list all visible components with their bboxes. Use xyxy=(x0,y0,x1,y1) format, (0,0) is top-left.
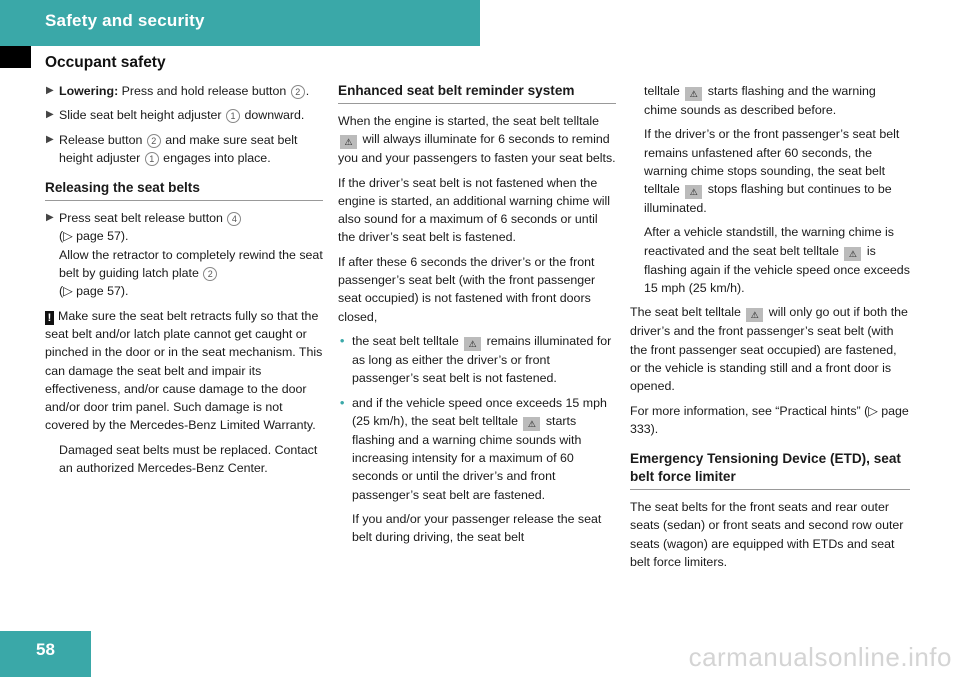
seat-belt-telltale-icon: ⚠ xyxy=(685,87,702,101)
callout-number: 1 xyxy=(226,109,240,123)
paragraph: If after these 6 seconds the driver’s or the front passenger’s seat belt (with the front passenger seat occupied) is not fastened with front doors closed, xyxy=(338,254,596,324)
callout-number: 2 xyxy=(203,267,217,281)
heading-releasing-seat-belts: Releasing the seat belts xyxy=(45,179,323,201)
callout-number: 2 xyxy=(291,85,305,99)
paragraph: The seat belts for the front seats and rear outer seats (sedan) or front seats and second row outer seats (wagon) are equipped with ETDs and seat belt force limiters. xyxy=(630,500,904,570)
step-lowering: ▶ Lowering: Press and hold release button 2 . xyxy=(45,82,323,100)
bullet-item: • the seat belt telltale ⚠ remains illuminated for as long as either the driver’s or front passenger’s seat belt is not fastened. xyxy=(340,333,612,386)
paragraph: For more information, see “Practical hints” (▷ page 333). xyxy=(630,403,909,436)
step-press-release: ▶ Press seat belt release button 4 (▷ page 57). Allow the retractor to completely rewind the seat belt by guiding latch plate 2 (▷ page 57). xyxy=(46,211,323,299)
exclamation-icon: ! xyxy=(45,311,54,325)
seat-belt-telltale-icon: ⚠ xyxy=(685,185,702,199)
section-marker xyxy=(0,46,31,68)
triangle-arrow-icon: ▶ xyxy=(46,85,54,96)
triangle-arrow-icon: ▶ xyxy=(46,133,54,145)
callout-number: 2 xyxy=(147,134,161,148)
paragraph: If the driver’s or the front passenger’s seat belt remains unfastened after 60 seconds, the warning chime stops sounding, the seat belt telltale ⚠ stops flashing but continues to be illuminated. xyxy=(644,127,900,216)
watermark: carmanualsonline.info xyxy=(688,642,952,672)
bullet-item: • and if the vehicle speed once exceeds 15 mph (25 km/h), the seat belt telltale ⚠ starts flashing and a warning chime sounds with increasing intensity for a maximum of 60 seconds or until the driver’s and front passenger’s seat belt are fastened. xyxy=(340,395,607,502)
seat-belt-telltale-icon: ⚠ xyxy=(464,337,481,351)
paragraph: telltale ⚠ starts flashing and the warning chime sounds as described before. xyxy=(644,84,876,117)
page-reference[interactable]: (▷ page 57). xyxy=(59,284,129,299)
paragraph: When the engine is started, the seat belt telltale ⚠ will always illuminate for 6 seconds to remind you and your passengers to fasten your seat belts. xyxy=(338,114,616,166)
step-slide-adjuster: ▶ Slide seat belt height adjuster 1 downward. xyxy=(45,106,323,124)
paragraph: After a vehicle standstill, the warning chime is reactivated and the seat belt telltale ⚠ is flashing again if the vehicle speed once exceeds 15 mph (25 km/h). xyxy=(644,225,910,296)
seat-belt-telltale-icon: ⚠ xyxy=(746,308,763,322)
heading-seat-belt-reminder: Enhanced seat belt reminder system xyxy=(338,82,616,104)
paragraph: If the driver’s seat belt is not fastened when the engine is started, an additional warning chime will also sound for a maximum of 6 seconds or until the driver’s seat belt is fastened. xyxy=(338,175,611,245)
callout-number: 1 xyxy=(145,152,159,166)
bullet-icon: • xyxy=(340,333,345,348)
page-number: 58 xyxy=(36,640,55,659)
triangle-arrow-icon: ▶ xyxy=(46,109,54,121)
heading-etd: Emergency Tensioning Device (ETD), seat belt force limiter xyxy=(630,450,910,490)
warning-note: ! Make sure the seat belt retracts fully so that the seat belt and/or latch plate cannot get caught or pinched in the door or in the seat mechanism. This can damage the seat belt and impair its effectiveness, and/or cause damage to the door and/or door trim panel. Such damage is not covered by the Mercedes-Benz Limited Warranty. xyxy=(45,308,323,433)
section-header-bar xyxy=(0,0,480,46)
section-title: Safety and security xyxy=(45,11,205,30)
triangle-arrow-icon: ▶ xyxy=(46,212,54,224)
page-subtitle: Occupant safety xyxy=(45,54,166,71)
paragraph: If you and/or your passenger release the seat belt during driving, the seat belt xyxy=(352,512,602,545)
seat-belt-telltale-icon: ⚠ xyxy=(844,247,861,261)
seat-belt-telltale-icon: ⚠ xyxy=(523,417,540,431)
step-release-button: ▶ Release button 2 and make sure seat belt height adjuster 1 engages into place. xyxy=(46,132,298,165)
paragraph: The seat belt telltale ⚠ will only go out if both the driver’s and the front passenger’s seat belt (with the front passenger seat occupied) are fastened, or the vehicle is standing still and a front door is opened. xyxy=(630,305,908,394)
column-1 xyxy=(45,82,323,483)
seat-belt-telltale-icon: ⚠ xyxy=(340,135,357,149)
column-3 xyxy=(630,82,910,577)
callout-number: 4 xyxy=(227,212,241,226)
page-reference[interactable]: (▷ page 57). xyxy=(59,229,129,244)
warning-note-continued: Damaged seat belts must be replaced. Contact an authorized Mercedes-Benz Center. xyxy=(59,442,318,476)
column-2 xyxy=(338,82,616,553)
bullet-icon: • xyxy=(340,395,345,410)
